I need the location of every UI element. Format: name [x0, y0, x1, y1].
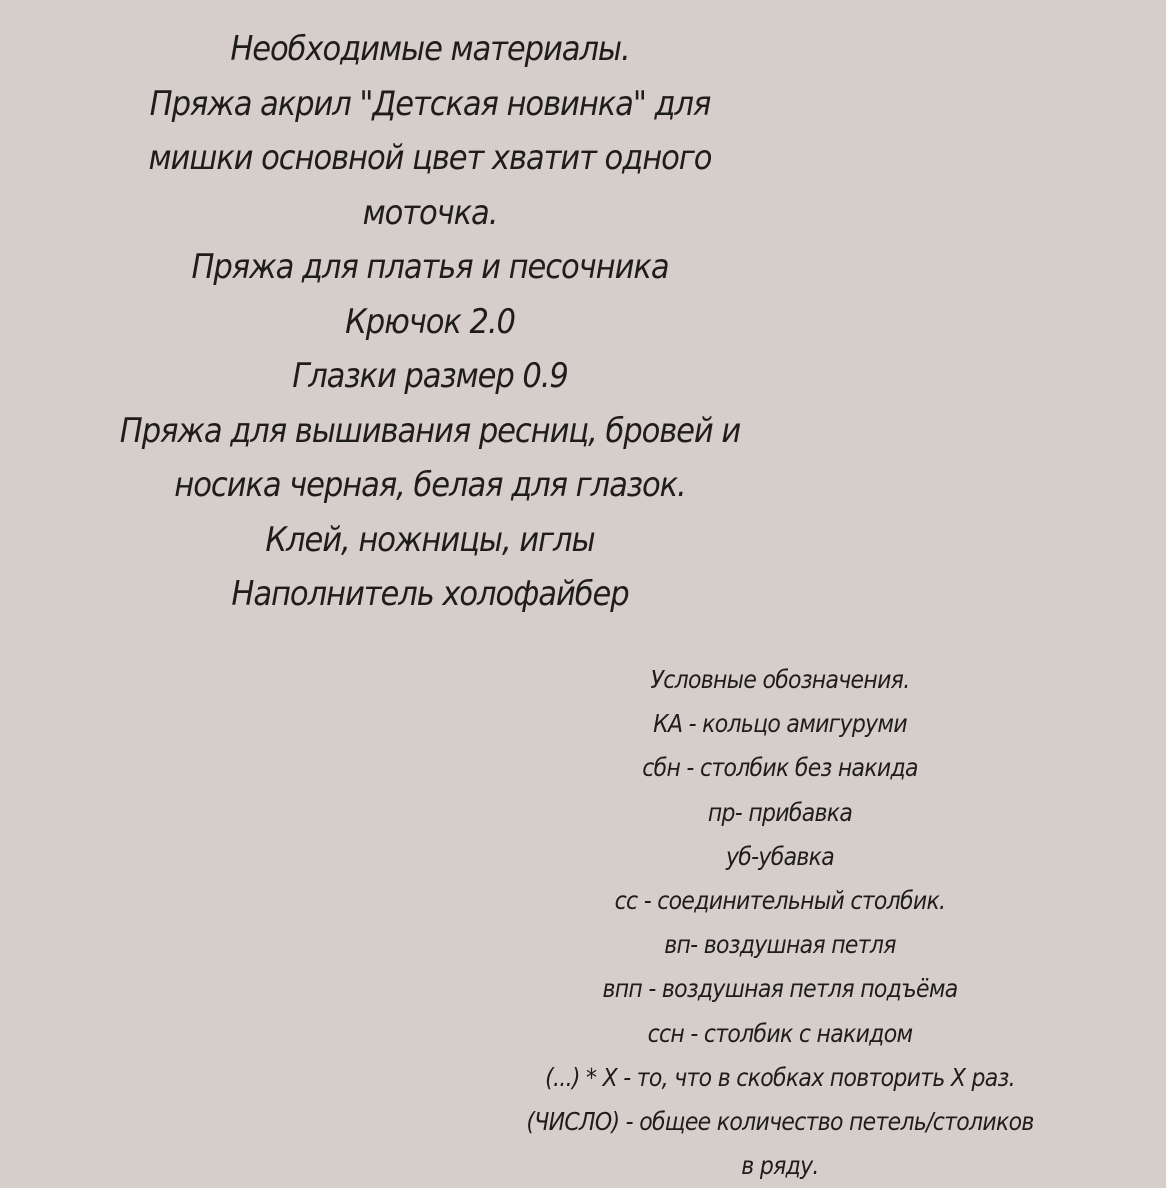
materials-heading: Необходимые материалы.: [230, 29, 630, 69]
abbreviations-legend: [446, 658, 1115, 1188]
legend-line: пр- прибавка: [707, 797, 853, 827]
legend-line: ссн - столбик с накидом: [647, 1018, 913, 1048]
materials-line: Крючок 2.0: [345, 301, 515, 342]
legend-line: (ЧИСЛО) - общее количество петель/столиков: [526, 1107, 1034, 1137]
materials-line: носика черная, белая для глазок.: [174, 465, 686, 505]
materials-line: моточка.: [362, 192, 498, 233]
legend-line: уб-убавка: [725, 841, 834, 871]
legend-line: сбн - столбик без накида: [642, 753, 918, 783]
materials-line: Клей, ножницы, иглы: [265, 519, 595, 560]
legend-line: КА - кольцо амигуруми: [653, 709, 907, 739]
legend-line: сс - соединительный столбик.: [614, 886, 946, 916]
materials-line: Пряжа акрил "Детская новинка" для: [149, 83, 711, 124]
materials-line: Глазки размер 0.9: [292, 356, 568, 396]
legend-line: в ряду.: [741, 1151, 819, 1181]
materials-line: мишки основной цвет хватит одного: [148, 138, 712, 178]
legend-heading: Условные обозначения.: [650, 665, 910, 694]
legend-line: впп - воздушная петля подъёма: [602, 974, 958, 1004]
materials-line: Наполнитель холофайбер: [231, 574, 629, 614]
legend-line: вп- воздушная петля: [664, 930, 896, 960]
materials-list: [79, 22, 781, 622]
legend-line: (...) * X - то, что в скобках повторить X раз.: [545, 1062, 1015, 1092]
materials-line: Пряжа для вышивания ресниц, бровей и: [119, 410, 741, 451]
materials-line: Пряжа для платья и песочника: [191, 247, 669, 287]
